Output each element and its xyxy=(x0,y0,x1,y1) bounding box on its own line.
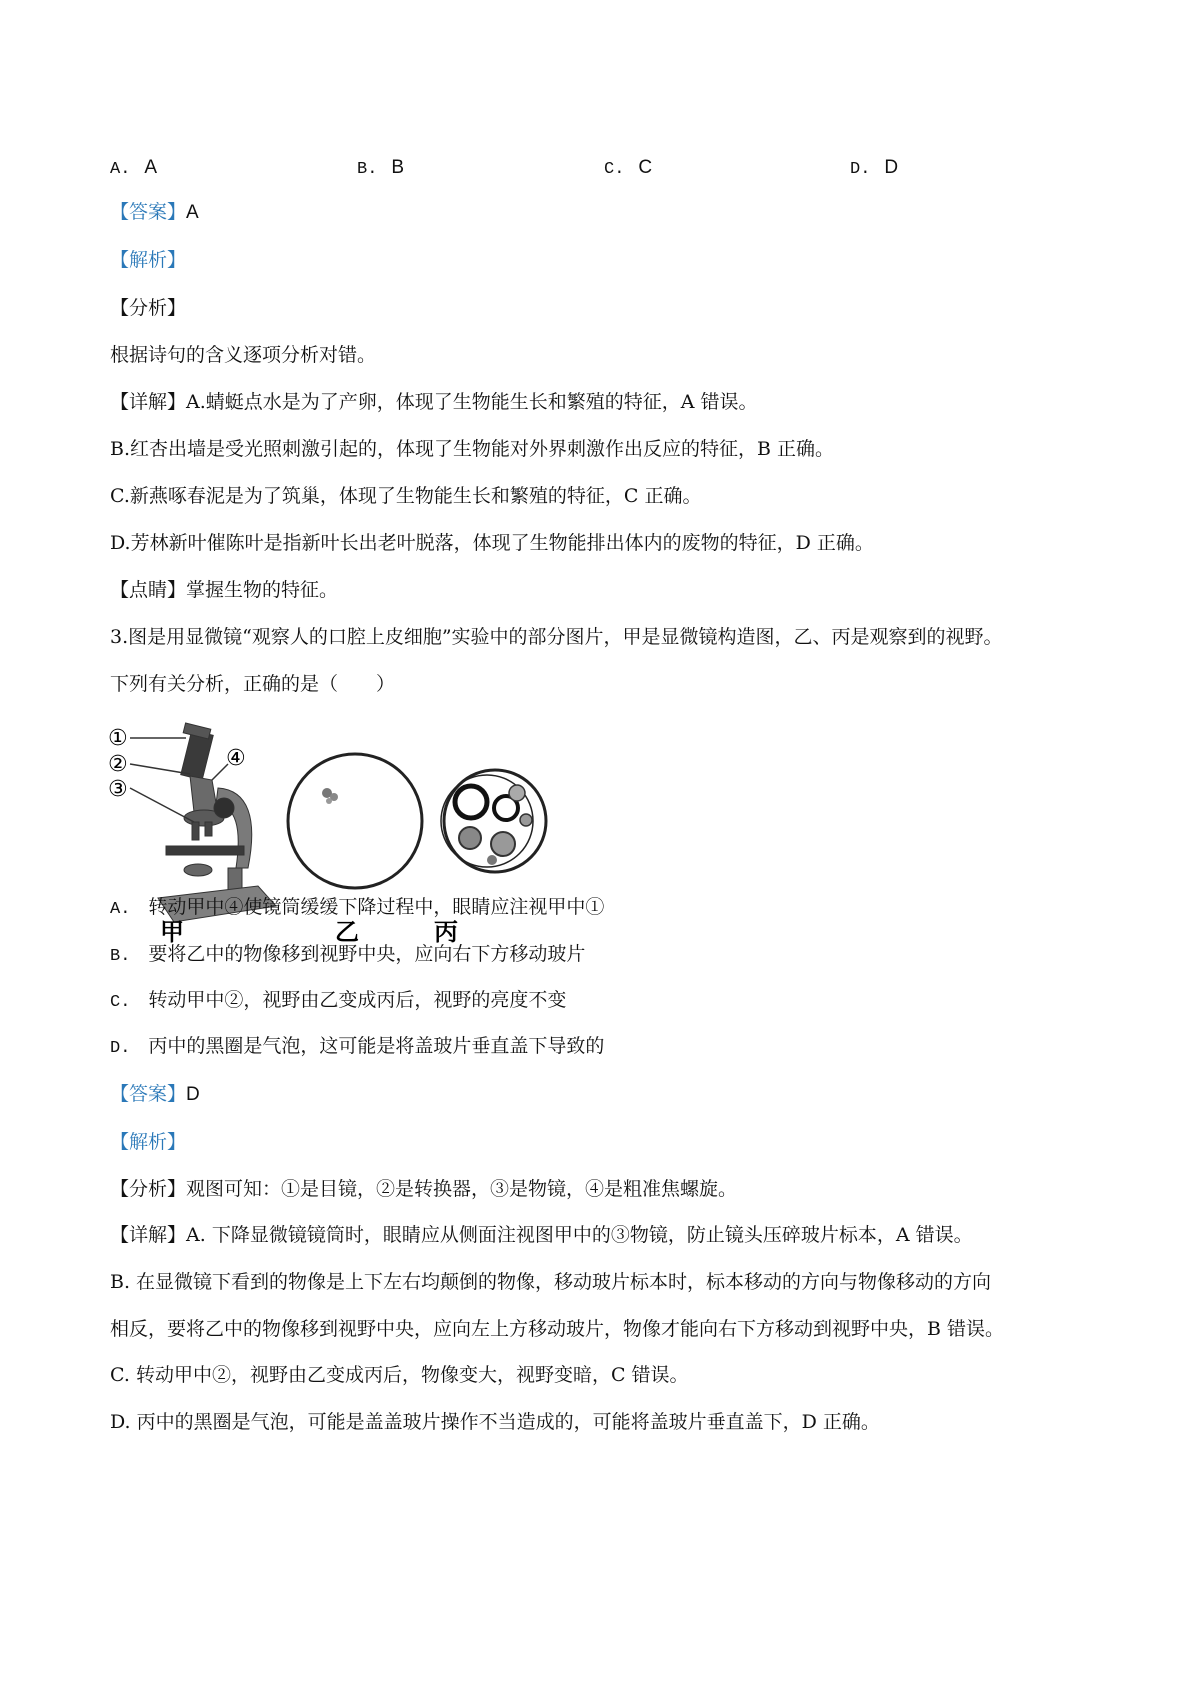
q2-answer xyxy=(110,198,199,227)
option-value: B xyxy=(391,157,405,178)
label-3: ③ xyxy=(108,777,128,802)
q3-stem-line2: 下列有关分析，正确的是（ ） xyxy=(110,673,396,695)
q2-detail-a xyxy=(110,388,758,416)
option-letter: C. xyxy=(110,993,131,1012)
option-text: 转动甲中④使镜筒缓缓下降过程中，眼睛应注视甲中① xyxy=(148,896,605,918)
q2-option-d xyxy=(850,153,898,184)
q3-detail-d: D. 丙中的黑圈是气泡，可能是盖盖玻片操作不当造成的，可能将盖玻片垂直盖下，D 正确。 xyxy=(110,1411,880,1433)
dianjing-tag: 【点睛】 xyxy=(110,579,187,601)
option-text: 丙中的黑圈是气泡，这可能是将盖玻片垂直盖下导致的 xyxy=(148,1035,605,1057)
option-letter: A. xyxy=(110,900,131,919)
dianjing-text: 掌握生物的特征。 xyxy=(186,579,339,601)
label-4: ④ xyxy=(226,746,246,771)
q3-option-c xyxy=(110,986,566,1017)
answer-value: D xyxy=(186,1084,200,1105)
option-letter: B. xyxy=(110,947,131,966)
q3-detail-b-line2: 相反，要将乙中的物像移到视野中央，应向左上方移动玻片，物像才能向右下方移动到视野中央，B 错误。 xyxy=(110,1318,1005,1340)
caption-yi: 乙 xyxy=(335,918,359,946)
q2-detail-b: B.红杏出墙是受光照刺激引起的，体现了生物能对外界刺激作出反应的特征，B 正确。 xyxy=(110,438,835,460)
detail-text: A.蜻蜓点水是为了产卵，体现了生物能生长和繁殖的特征，A 错误。 xyxy=(186,391,758,413)
q2-analysis-heading xyxy=(110,246,186,274)
q3-fenxi xyxy=(110,1175,737,1203)
option-text: 要将乙中的物像移到视野中央，应向右下方移动玻片 xyxy=(148,943,586,965)
label-2: ② xyxy=(108,752,128,777)
q3-analysis-heading xyxy=(110,1128,186,1156)
option-letter: C. xyxy=(604,160,625,179)
analysis-tag: 【解析】 xyxy=(110,1131,187,1153)
detail-tag: 【详解】 xyxy=(110,391,187,413)
q3-detail-c: C. 转动甲中②，视野由乙变成丙后，物像变大，视野变暗，C 错误。 xyxy=(110,1364,689,1386)
field-of-view-yi xyxy=(288,754,422,888)
q2-fenxi-heading: 【分析】 xyxy=(110,297,187,319)
q3-option-a xyxy=(110,893,604,924)
analysis-tag: 【解析】 xyxy=(110,249,187,271)
detail-tag: 【详解】 xyxy=(110,1224,187,1246)
q2-fenxi-text: 根据诗句的含义逐项分析对错。 xyxy=(110,344,377,366)
detail-text: A. 下降显微镜镜筒时，眼睛应从侧面注视图甲中的③物镜，防止镜头压碎玻片标本，A 错误。 xyxy=(186,1224,973,1246)
option-text: 转动甲中②，视野由乙变成丙后，视野的亮度不变 xyxy=(148,989,567,1011)
option-value: A xyxy=(144,157,158,178)
q2-detail-c: C.新燕啄春泥是为了筑巢，体现了生物能生长和繁殖的特征，C 正确。 xyxy=(110,485,702,507)
option-letter: B. xyxy=(357,160,378,179)
option-letter: D. xyxy=(110,1039,131,1058)
label-1: ① xyxy=(108,726,128,751)
option-letter: D. xyxy=(850,160,871,179)
fenxi-tag: 【分析】 xyxy=(110,1178,187,1200)
q3-answer xyxy=(110,1080,200,1109)
q3-option-b xyxy=(110,940,585,971)
answer-tag: 【答案】 xyxy=(110,201,187,223)
field-of-view-bing xyxy=(441,770,546,872)
q2-detail-d: D.芳林新叶催陈叶是指新叶长出老叶脱落，体现了生物能排出体内的废物的特征，D 正确。 xyxy=(110,532,874,554)
q3-option-d xyxy=(110,1032,604,1063)
q3-detail-a xyxy=(110,1221,973,1249)
q2-option-c xyxy=(604,153,652,184)
caption-jia: 甲 xyxy=(160,918,184,946)
q2-option-a xyxy=(110,153,157,184)
fenxi-text: 观图可知：①是目镜，②是转换器，③是物镜，④是粗准焦螺旋。 xyxy=(186,1178,738,1200)
answer-tag: 【答案】 xyxy=(110,1083,187,1105)
option-value: D xyxy=(884,157,899,178)
q2-option-b xyxy=(357,153,404,184)
q2-dianjing xyxy=(110,576,338,604)
option-letter: A. xyxy=(110,160,131,179)
caption-bing: 丙 xyxy=(434,918,458,946)
q3-stem-line1: 3.图是用显微镜“观察人的口腔上皮细胞”实验中的部分图片，甲是显微镜构造图，乙、丙是观察到的视野。 xyxy=(110,626,1003,648)
answer-value: A xyxy=(186,202,199,223)
q3-detail-b-line1: B. 在显微镜下看到的物像是上下左右均颠倒的物像，移动玻片标本时，标本移动的方向与物像移动的方向 xyxy=(110,1271,992,1293)
option-value: C xyxy=(638,157,653,178)
